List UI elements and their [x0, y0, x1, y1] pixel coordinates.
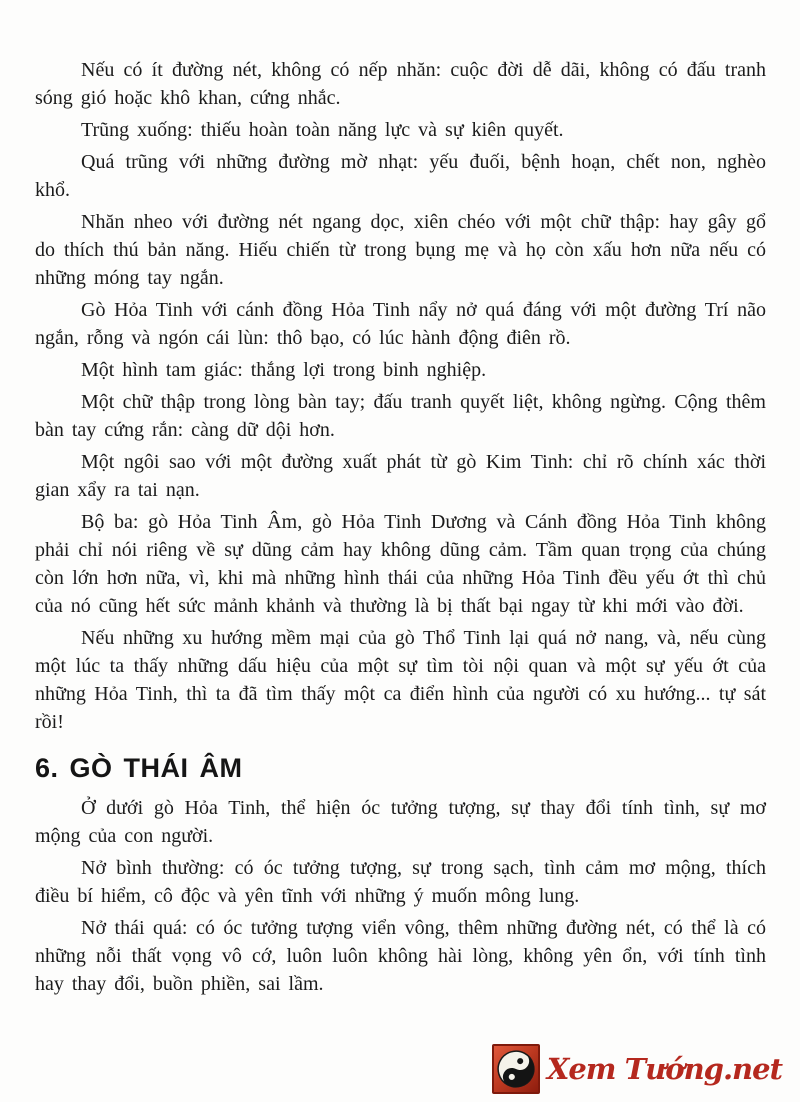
paragraph: Gò Hỏa Tinh với cánh đồng Hỏa Tinh nẩy nở quá đáng với một đường Trí não ngắn, rỗng và ngón cái lùn: thô bạo, có lúc hành động điên rồ. — [35, 299, 766, 349]
paragraph: Bộ ba: gò Hỏa Tinh Âm, gò Hỏa Tinh Dương và Cánh đồng Hỏa Tinh không phải chỉ nói riêng về sự dũng cảm hay không dũng cảm. Tầm quan trọng của chúng còn lớn hơn nữa, vì, khi mà những hình thái của những Hỏa Tinh đều yếu ớt thì chủ của nó cũng hết sức mảnh khảnh và thường là bị thất bại ngay từ khi mới vào đời. — [35, 511, 766, 617]
watermark-text: Xem Tướng.net — [546, 1052, 782, 1086]
paragraph: Một chữ thập trong lòng bàn tay; đấu tranh quyết liệt, không ngừng. Cộng thêm bàn tay cứng rắn: càng dữ dội hơn. — [35, 391, 766, 441]
paragraph: Trũng xuống: thiếu hoàn toàn năng lực và sự kiên quyết. — [81, 119, 564, 141]
paragraph: Nở thái quá: có óc tưởng tượng viển vông, thêm những đường nét, có thể là có những nỗi thất vọng vô cớ, luôn luôn không hài lòng, không yên ổn, với tính tình hay thay đổi, buồn phiền, sai lầm. — [35, 917, 766, 995]
paragraph: Một hình tam giác: thắng lợi trong binh nghiệp. — [81, 359, 487, 381]
paragraph: Quá trũng với những đường mờ nhạt: yếu đuối, bệnh hoạn, chết non, nghèo khổ. — [35, 151, 766, 201]
paragraph: Nhăn nheo với đường nét ngang dọc, xiên chéo với một chữ thập: hay gây gổ do thích thú bản năng. Hiếu chiến từ trong bụng mẹ và họ còn xấu hơn nữa nếu có những móng tay ngắn. — [35, 211, 766, 289]
page-text — [35, 56, 766, 1002]
paragraph: Nở bình thường: có óc tưởng tượng, sự trong sạch, tình cảm mơ mộng, thích điều bí hiểm, cô độc và yên tĩnh với những ý muốn mông lung. — [35, 857, 766, 907]
section-heading: 6. GÒ THÁI ÂM — [35, 753, 243, 783]
paragraph: Một ngôi sao với một đường xuất phát từ gò Kim Tinh: chỉ rõ chính xác thời gian xẩy ra tai nạn. — [35, 451, 766, 501]
yin-yang-icon — [492, 1044, 540, 1094]
paragraph: Nếu có ít đường nét, không có nếp nhăn: cuộc đời dễ dãi, không có đấu tranh sóng gió hoặc khô khan, cứng nhắc. — [35, 59, 766, 109]
watermark-xemtuong — [492, 1044, 782, 1094]
paragraph: Ở dưới gò Hỏa Tinh, thể hiện óc tưởng tượng, sự thay đổi tính tình, sự mơ mộng của con người. — [35, 797, 766, 847]
paragraph: Nếu những xu hướng mềm mại của gò Thổ Tinh lại quá nở nang, và, nếu cùng một lúc ta thấy những dấu hiệu của một sự tìm tòi nội quan và một sự yếu ớt của những Hỏa Tinh, thì ta đã tìm thấy một ca điển hình của người có xu hướng... tự sát rồi! — [35, 627, 766, 733]
